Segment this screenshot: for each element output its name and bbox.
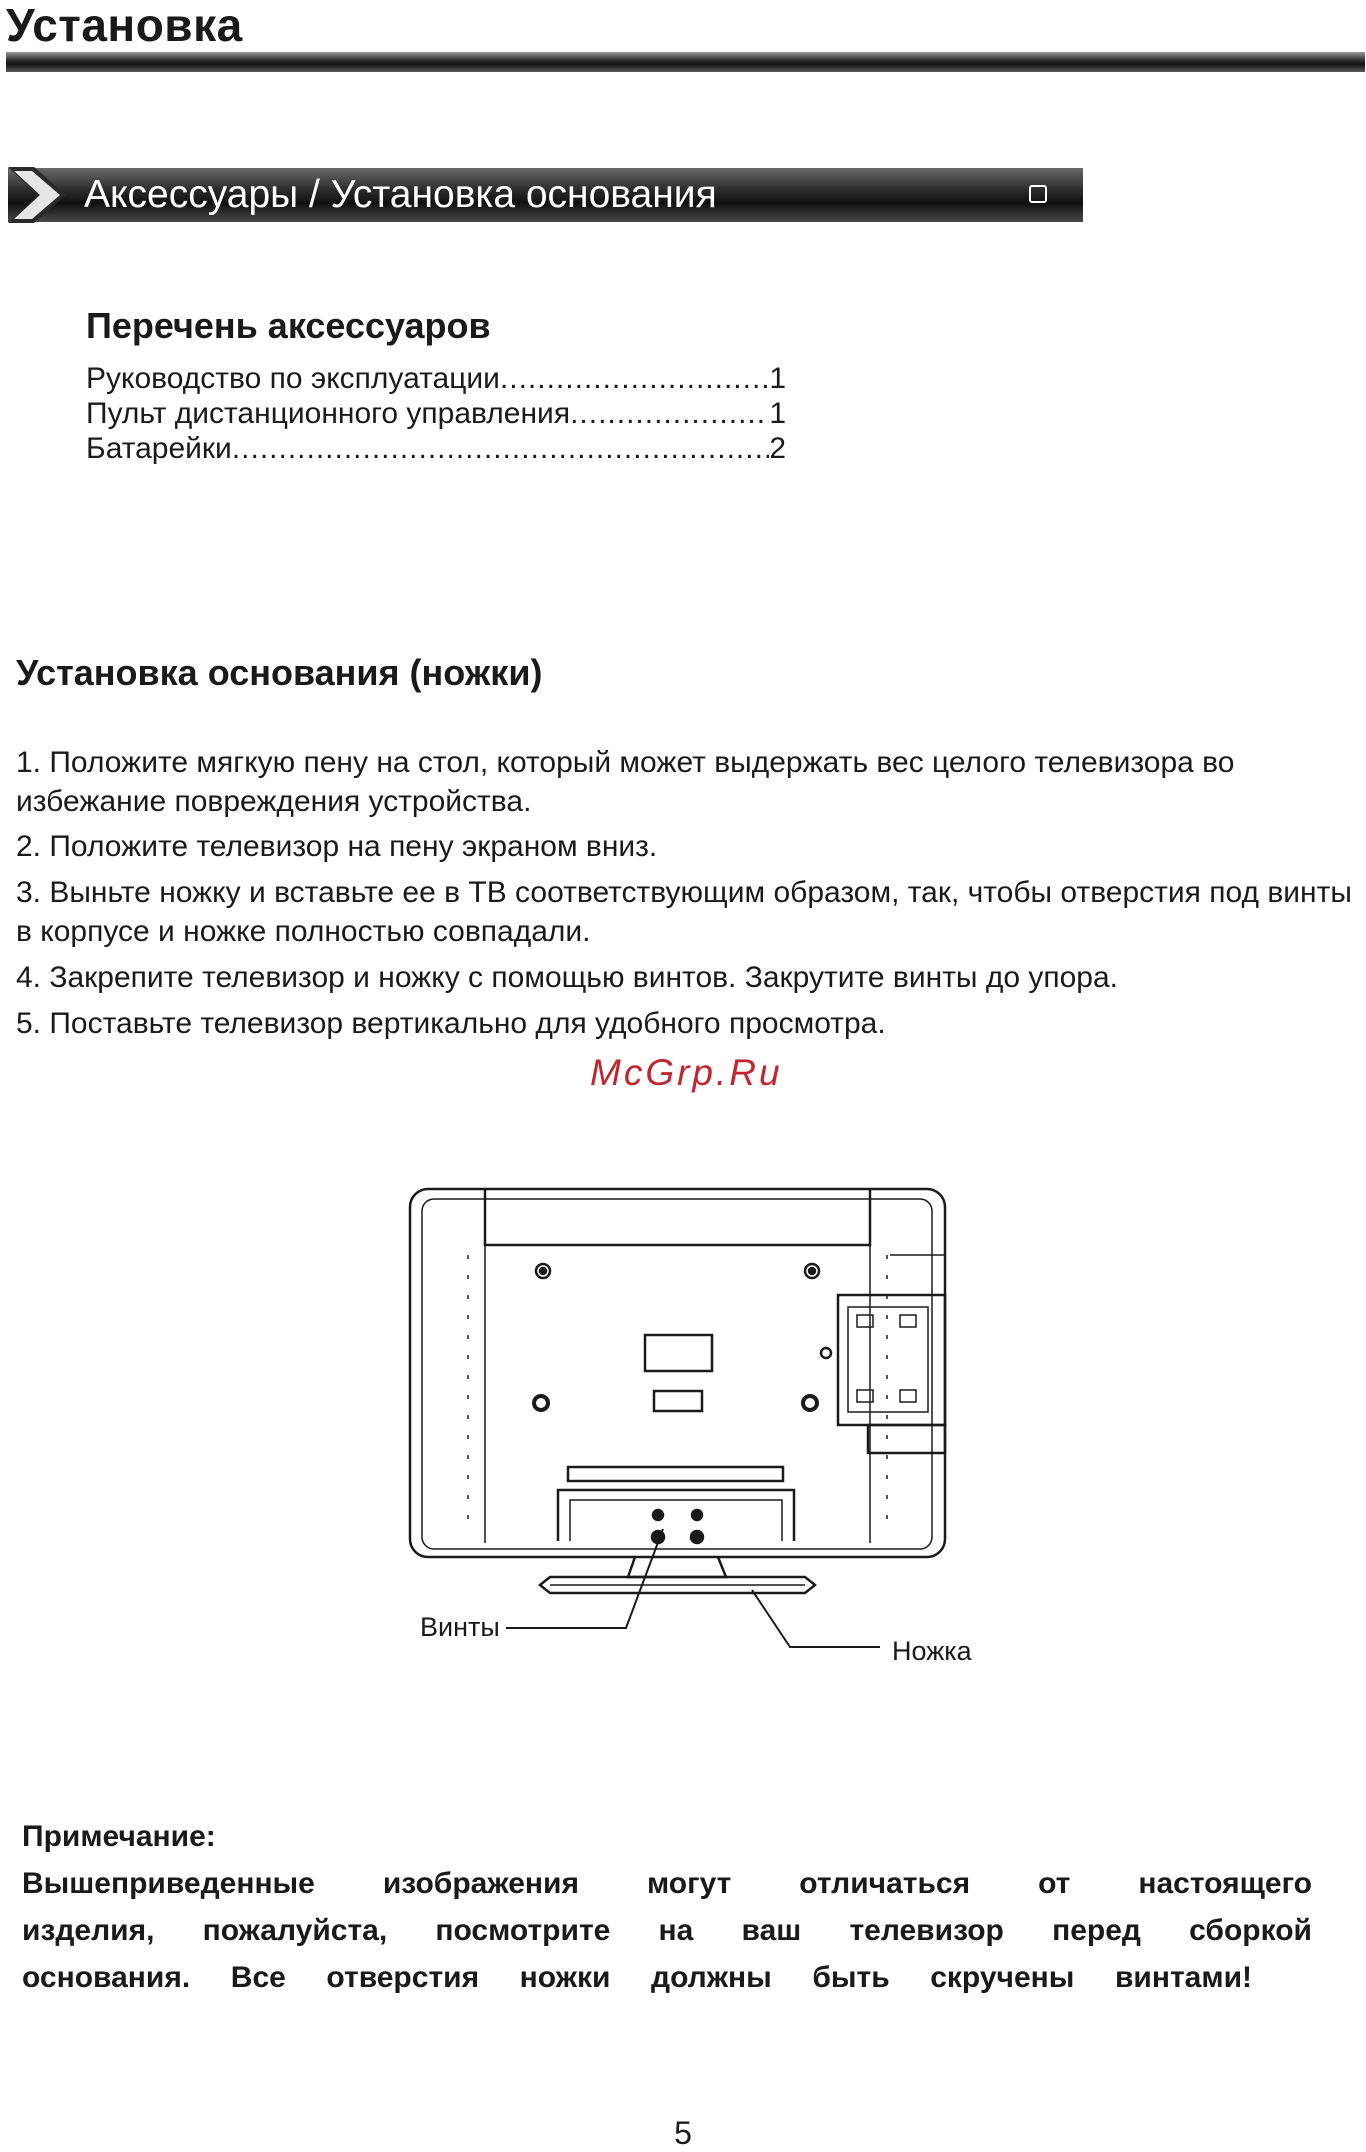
- accessory-item: [86, 361, 786, 397]
- accessory-name: Батарейки: [86, 432, 232, 465]
- note-text-line: Вышеприведенные изображения могут отличаться от настоящего: [22, 1867, 1312, 1900]
- accessory-item: [86, 431, 786, 467]
- install-step: 2. Положите телевизор на пену экраном вниз.: [16, 830, 658, 863]
- stand-label: Ножка: [892, 1636, 972, 1666]
- title-rule: [6, 52, 1365, 72]
- note-title: Примечание:: [22, 1820, 216, 1853]
- section-banner-title: Аксессуары / Установка основания: [84, 173, 717, 216]
- stand-install-heading: Установка основания (ножки): [16, 652, 543, 693]
- screws-label: Винты: [420, 1612, 500, 1642]
- install-step: 5. Поставьте телевизор вертикально для удобного просмотра.: [16, 1007, 886, 1040]
- install-step: 4. Закрепите телевизор и ножку с помощью винтов. Закрутите винты до упора.: [16, 961, 1118, 994]
- accessory-qty: 1: [769, 397, 786, 430]
- page-number: 5: [674, 2115, 692, 2151]
- page-title: Установка: [6, 0, 243, 51]
- note-text-line: изделия, пожалуйста, посмотрите на ваш телевизор перед сборкой: [22, 1914, 1312, 1947]
- chevron-right-icon: [8, 164, 68, 226]
- square-icon: [1029, 185, 1047, 203]
- accessory-item: [86, 396, 786, 432]
- accessory-qty: 1: [769, 362, 786, 395]
- note-text-line: основания. Все отверстия ножки должны быть скручены винтами!: [22, 1961, 1252, 1994]
- accessory-name: Руководство по эксплуатации: [86, 362, 500, 395]
- accessory-qty: 2: [769, 432, 786, 465]
- accessories-heading: Перечень аксессуаров: [86, 305, 491, 346]
- install-step: 1. Положите мягкую пену на стол, который может выдержать вес целого телевизора во избежание повреждения устройства.: [16, 746, 1235, 818]
- watermark: McGrp.Ru: [590, 1052, 783, 1093]
- install-step: 3. Выньте ножку и вставьте ее в ТВ соответствующим образом, так, чтобы отверстия под винты в корпусе и ножке полностью совпадали.: [16, 876, 1352, 948]
- accessory-name: Пульт дистанционного управления: [86, 397, 571, 430]
